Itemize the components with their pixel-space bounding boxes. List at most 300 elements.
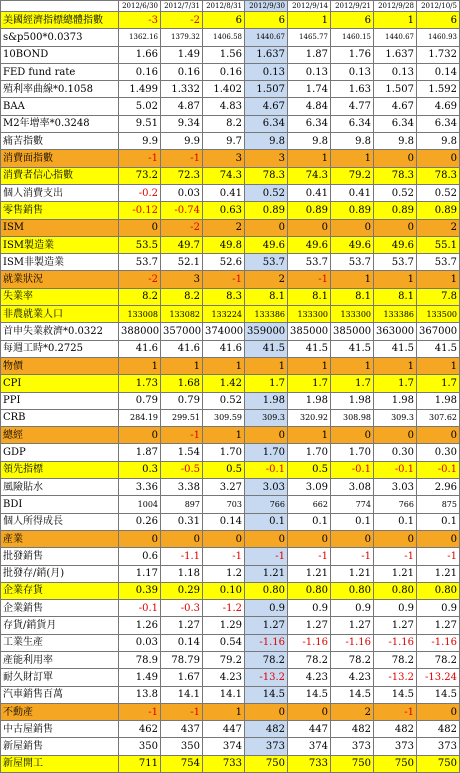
- indicator-label: 中古屋銷售: [1, 721, 119, 738]
- value-cell: -1.16: [374, 634, 417, 651]
- value-cell: 447: [203, 721, 245, 738]
- indicator-row: [1, 755, 460, 772]
- value-cell: 0.29: [161, 582, 203, 599]
- indicator-row: [1, 479, 460, 496]
- indicator-row: [1, 357, 460, 374]
- value-cell: -0.5: [161, 461, 203, 478]
- value-cell: 373: [374, 738, 417, 755]
- value-cell: 1.70: [288, 444, 331, 461]
- indicator-label: 產能利用率: [1, 651, 119, 668]
- indicator-row: [1, 409, 460, 426]
- value-cell: 0: [119, 530, 161, 547]
- value-cell: 41.6: [203, 340, 245, 357]
- value-cell: -0.12: [119, 202, 161, 219]
- indicator-label: 耐久財訂單: [1, 669, 119, 686]
- indicator-row: [1, 565, 460, 582]
- value-cell: 374000: [203, 323, 245, 340]
- value-cell: 1.7: [374, 375, 417, 392]
- value-cell: 357000: [161, 323, 203, 340]
- value-cell: 373: [417, 738, 460, 755]
- value-cell: 0: [417, 150, 460, 167]
- value-cell: 6.34: [288, 115, 331, 132]
- value-cell: 1: [417, 271, 460, 288]
- value-cell: 1.27: [417, 617, 460, 634]
- value-cell: 1440.67: [245, 29, 288, 46]
- value-cell: 41.5: [331, 340, 374, 357]
- value-cell: 41.6: [119, 340, 161, 357]
- value-cell: 2.96: [417, 479, 460, 496]
- value-cell: 0.9: [245, 600, 288, 617]
- indicator-label: 物價: [1, 357, 119, 374]
- value-cell: 1.98: [417, 392, 460, 409]
- value-cell: 367000: [417, 323, 460, 340]
- value-cell: 52.1: [161, 254, 203, 271]
- value-cell: 363000: [374, 323, 417, 340]
- value-cell: 14.5: [374, 686, 417, 703]
- indicator-row: [1, 513, 460, 530]
- value-cell: 4.23: [331, 669, 374, 686]
- indicator-row: [1, 254, 460, 271]
- value-cell: 1: [203, 703, 245, 720]
- value-cell: 1.98: [331, 392, 374, 409]
- value-cell: 0.80: [245, 582, 288, 599]
- value-cell: 1: [331, 357, 374, 374]
- value-cell: -1.2: [203, 600, 245, 617]
- value-cell: 733: [288, 755, 331, 772]
- value-cell: 0.52: [245, 184, 288, 201]
- value-cell: 1465.77: [288, 29, 331, 46]
- indicator-label: 就業狀況: [1, 271, 119, 288]
- value-cell: -1.16: [288, 634, 331, 651]
- value-cell: 6.34: [374, 115, 417, 132]
- value-cell: 482: [245, 721, 288, 738]
- value-cell: 8.1: [331, 288, 374, 305]
- value-cell: 8.2: [203, 115, 245, 132]
- value-cell: 49.8: [203, 236, 245, 253]
- value-cell: 133386: [374, 306, 417, 323]
- value-cell: -3: [119, 12, 161, 29]
- value-cell: 0.52: [374, 184, 417, 201]
- value-cell: 41.5: [288, 340, 331, 357]
- value-cell: 0.89: [417, 202, 460, 219]
- value-cell: 1: [288, 357, 331, 374]
- value-cell: 0: [288, 703, 331, 720]
- value-cell: 1.76: [331, 46, 374, 63]
- indicator-row: [1, 496, 460, 513]
- value-cell: 53.7: [245, 254, 288, 271]
- value-cell: -1: [374, 548, 417, 565]
- value-cell: 350: [161, 738, 203, 755]
- value-cell: -1.16: [331, 634, 374, 651]
- value-cell: 53.7: [288, 254, 331, 271]
- indicator-row: [1, 738, 460, 755]
- indicator-row: [1, 133, 460, 150]
- value-cell: 437: [161, 721, 203, 738]
- value-cell: 0.14: [161, 634, 203, 651]
- indicator-row: [1, 600, 460, 617]
- indicator-label: FED fund rate: [1, 63, 119, 80]
- value-cell: 0.41: [203, 184, 245, 201]
- value-cell: -1.16: [417, 634, 460, 651]
- value-cell: 1.27: [288, 617, 331, 634]
- value-cell: 4.69: [417, 98, 460, 115]
- value-cell: 133300: [288, 306, 331, 323]
- value-cell: 1.18: [161, 565, 203, 582]
- value-cell: 0: [119, 427, 161, 444]
- value-cell: 0: [203, 530, 245, 547]
- value-cell: 1.29: [203, 617, 245, 634]
- value-cell: 2: [203, 219, 245, 236]
- value-cell: 133224: [203, 306, 245, 323]
- value-cell: 52.6: [203, 254, 245, 271]
- value-cell: 1.70: [245, 444, 288, 461]
- value-cell: 1: [288, 427, 331, 444]
- value-cell: 1: [288, 12, 331, 29]
- value-cell: 1.637: [245, 46, 288, 63]
- value-cell: 8.1: [288, 288, 331, 305]
- value-cell: 0.41: [331, 184, 374, 201]
- indicator-label: 每週工時*0.2725: [1, 340, 119, 357]
- value-cell: 0.1: [331, 513, 374, 530]
- value-cell: 0.89: [331, 202, 374, 219]
- value-cell: 0.03: [161, 184, 203, 201]
- indicator-label: 不動產: [1, 703, 119, 720]
- indicator-label: M2年增率*0.3248: [1, 115, 119, 132]
- value-cell: -0.3: [161, 600, 203, 617]
- value-cell: 0: [119, 219, 161, 236]
- value-cell: 1.87: [288, 46, 331, 63]
- indicator-label: ISM非製造業: [1, 254, 119, 271]
- indicator-label: ISM製造業: [1, 236, 119, 253]
- value-cell: 0: [417, 530, 460, 547]
- indicator-row: [1, 219, 460, 236]
- indicator-row: [1, 530, 460, 547]
- value-cell: 1.507: [245, 81, 288, 98]
- indicator-row: [1, 63, 460, 80]
- value-cell: 0.80: [374, 582, 417, 599]
- value-cell: 307.62: [417, 409, 460, 426]
- value-cell: 1460.93: [417, 29, 460, 46]
- value-cell: 9.8: [288, 133, 331, 150]
- value-cell: 8.1: [374, 288, 417, 305]
- value-cell: 41.5: [245, 340, 288, 357]
- value-cell: 0.9: [331, 600, 374, 617]
- value-cell: 1.21: [331, 565, 374, 582]
- value-cell: 6.34: [245, 115, 288, 132]
- value-cell: 49.6: [331, 236, 374, 253]
- value-cell: 3.09: [288, 479, 331, 496]
- value-cell: 53.7: [119, 254, 161, 271]
- indicator-row: [1, 651, 460, 668]
- value-cell: 0: [374, 219, 417, 236]
- indicator-label: 新屋銷售: [1, 738, 119, 755]
- value-cell: 3.08: [331, 479, 374, 496]
- value-cell: -0.1: [245, 461, 288, 478]
- value-cell: 14.1: [161, 686, 203, 703]
- value-cell: 0.79: [119, 392, 161, 409]
- value-cell: 6: [331, 12, 374, 29]
- value-cell: 41.5: [374, 340, 417, 357]
- value-cell: 4.23: [288, 669, 331, 686]
- value-cell: -2: [161, 219, 203, 236]
- indicator-label: 痛苦指數: [1, 133, 119, 150]
- value-cell: 0.52: [203, 392, 245, 409]
- value-cell: 0: [331, 530, 374, 547]
- value-cell: 78.2: [331, 651, 374, 668]
- value-cell: 388000: [119, 323, 161, 340]
- value-cell: 9.34: [161, 115, 203, 132]
- value-cell: 0.10: [203, 582, 245, 599]
- value-cell: 4.84: [288, 98, 331, 115]
- value-cell: 0: [417, 427, 460, 444]
- indicator-row: [1, 392, 460, 409]
- value-cell: 79.2: [331, 167, 374, 184]
- value-cell: 1.7: [417, 375, 460, 392]
- value-cell: 766: [245, 496, 288, 513]
- value-cell: 0.80: [288, 582, 331, 599]
- value-cell: 1.21: [288, 565, 331, 582]
- indicator-label: 新屋開工: [1, 755, 119, 772]
- value-cell: 1.66: [119, 46, 161, 63]
- value-cell: 350: [119, 738, 161, 755]
- value-cell: 1.87: [119, 444, 161, 461]
- value-cell: 1.27: [374, 617, 417, 634]
- value-cell: 2: [331, 703, 374, 720]
- indicator-row: [1, 703, 460, 720]
- value-cell: -1: [417, 548, 460, 565]
- indicator-row: [1, 669, 460, 686]
- indicator-label: 批發銷售: [1, 548, 119, 565]
- value-cell: 1.54: [161, 444, 203, 461]
- value-cell: 1.499: [119, 81, 161, 98]
- value-cell: 1: [417, 357, 460, 374]
- value-cell: 0.80: [331, 582, 374, 599]
- value-cell: 1.63: [331, 81, 374, 98]
- indicator-label: 個人所得成長: [1, 513, 119, 530]
- value-cell: 78.2: [245, 651, 288, 668]
- value-cell: 3.38: [161, 479, 203, 496]
- indicator-label: 批發存/銷(月): [1, 565, 119, 582]
- value-cell: 133300: [331, 306, 374, 323]
- indicator-row: [1, 634, 460, 651]
- value-cell: 1: [203, 357, 245, 374]
- value-cell: 1.592: [417, 81, 460, 98]
- value-cell: 0.26: [119, 513, 161, 530]
- indicator-label: ISM: [1, 219, 119, 236]
- value-cell: 9.8: [374, 133, 417, 150]
- value-cell: 897: [161, 496, 203, 513]
- value-cell: 1: [374, 12, 417, 29]
- indicator-label: CPI: [1, 375, 119, 392]
- value-cell: 1: [331, 150, 374, 167]
- value-cell: -13.2: [245, 669, 288, 686]
- value-cell: 1.98: [374, 392, 417, 409]
- indicator-label: 企業存貨: [1, 582, 119, 599]
- value-cell: 1460.15: [331, 29, 374, 46]
- header-corner-cell: [1, 1, 119, 12]
- value-cell: 1406.58: [203, 29, 245, 46]
- value-cell: 1.7: [331, 375, 374, 392]
- value-cell: 299.51: [161, 409, 203, 426]
- value-cell: 133082: [161, 306, 203, 323]
- value-cell: 8.2: [119, 288, 161, 305]
- indicator-label: 首申失業救濟*0.0322: [1, 323, 119, 340]
- value-cell: 0: [245, 703, 288, 720]
- indicator-label: 風險貼水: [1, 479, 119, 496]
- value-cell: 1.27: [161, 617, 203, 634]
- indicator-row: [1, 306, 460, 323]
- value-cell: 2: [417, 219, 460, 236]
- value-cell: -1: [203, 271, 245, 288]
- value-cell: 78.9: [119, 651, 161, 668]
- value-cell: 0.30: [417, 444, 460, 461]
- value-cell: 309.59: [203, 409, 245, 426]
- value-cell: 0.9: [417, 600, 460, 617]
- value-cell: 733: [203, 755, 245, 772]
- value-cell: 72.3: [161, 167, 203, 184]
- value-cell: 309.3: [245, 409, 288, 426]
- date-header-cell: 2012/9/14: [288, 1, 331, 12]
- value-cell: -1: [288, 548, 331, 565]
- value-cell: 1: [203, 427, 245, 444]
- value-cell: 374: [288, 738, 331, 755]
- value-cell: -1: [288, 271, 331, 288]
- value-cell: 1.56: [203, 46, 245, 63]
- value-cell: 6: [417, 12, 460, 29]
- value-cell: 0.5: [288, 461, 331, 478]
- value-cell: 79.2: [203, 651, 245, 668]
- value-cell: 8.2: [161, 288, 203, 305]
- value-cell: 0.3: [119, 461, 161, 478]
- value-cell: 133386: [245, 306, 288, 323]
- value-cell: 78.3: [374, 167, 417, 184]
- value-cell: -1: [331, 548, 374, 565]
- indicator-row: [1, 323, 460, 340]
- value-cell: 0: [245, 219, 288, 236]
- value-cell: 0.9: [374, 600, 417, 617]
- value-cell: 1: [245, 357, 288, 374]
- value-cell: 9.8: [417, 133, 460, 150]
- value-cell: 133500: [417, 306, 460, 323]
- value-cell: 3: [245, 150, 288, 167]
- value-cell: 1.98: [245, 392, 288, 409]
- value-cell: 0: [161, 530, 203, 547]
- value-cell: 0.1: [417, 513, 460, 530]
- value-cell: 0.1: [245, 513, 288, 530]
- value-cell: 750: [331, 755, 374, 772]
- value-cell: -1: [119, 150, 161, 167]
- value-cell: 308.98: [331, 409, 374, 426]
- value-cell: 1: [331, 271, 374, 288]
- indicator-row: [1, 12, 460, 29]
- indicator-row: [1, 582, 460, 599]
- indicator-label: 零售銷售: [1, 202, 119, 219]
- value-cell: -0.74: [161, 202, 203, 219]
- date-header-cell: 2012/9/21: [331, 1, 374, 12]
- value-cell: 0: [331, 427, 374, 444]
- value-cell: 1379.32: [161, 29, 203, 46]
- value-cell: 374: [203, 738, 245, 755]
- value-cell: 0.1: [374, 513, 417, 530]
- indicator-row: [1, 288, 460, 305]
- value-cell: 78.79: [161, 651, 203, 668]
- value-cell: 3.27: [203, 479, 245, 496]
- value-cell: 3: [161, 271, 203, 288]
- value-cell: 49.6: [288, 236, 331, 253]
- value-cell: 0: [374, 530, 417, 547]
- value-cell: -0.2: [119, 184, 161, 201]
- indicator-row: [1, 150, 460, 167]
- value-cell: 49.7: [161, 236, 203, 253]
- value-cell: 0.31: [161, 513, 203, 530]
- value-cell: 74.3: [203, 167, 245, 184]
- value-cell: 1: [288, 150, 331, 167]
- value-cell: 1.21: [245, 565, 288, 582]
- value-cell: 3.03: [374, 479, 417, 496]
- value-cell: 1004: [119, 496, 161, 513]
- value-cell: 4.83: [203, 98, 245, 115]
- value-cell: 482: [374, 721, 417, 738]
- indicator-row: [1, 202, 460, 219]
- value-cell: 750: [374, 755, 417, 772]
- value-cell: 9.8: [331, 133, 374, 150]
- value-cell: -1: [119, 703, 161, 720]
- indicator-row: [1, 427, 460, 444]
- value-cell: 4.87: [161, 98, 203, 115]
- indicator-row: [1, 98, 460, 115]
- value-cell: -1: [245, 548, 288, 565]
- value-cell: 78.3: [245, 167, 288, 184]
- value-cell: 1.332: [161, 81, 203, 98]
- value-cell: 711: [119, 755, 161, 772]
- value-cell: 9.8: [245, 133, 288, 150]
- value-cell: -13.24: [417, 669, 460, 686]
- value-cell: 0.63: [203, 202, 245, 219]
- value-cell: 284.19: [119, 409, 161, 426]
- value-cell: -1: [161, 427, 203, 444]
- value-cell: 5.02: [119, 98, 161, 115]
- value-cell: 0.80: [417, 582, 460, 599]
- value-cell: 41.5: [417, 340, 460, 357]
- value-cell: 1.732: [417, 46, 460, 63]
- value-cell: -1: [203, 548, 245, 565]
- value-cell: -0.1: [417, 461, 460, 478]
- date-header-cell: 2012/7/31: [161, 1, 203, 12]
- value-cell: 0.5: [203, 461, 245, 478]
- value-cell: 0.6: [119, 548, 161, 565]
- indicator-label: 領先指標: [1, 461, 119, 478]
- indicator-label: BDI: [1, 496, 119, 513]
- value-cell: 1.70: [203, 444, 245, 461]
- indicator-label: 10BOND: [1, 46, 119, 63]
- value-cell: 9.7: [203, 133, 245, 150]
- value-cell: 53.5: [119, 236, 161, 253]
- value-cell: 0: [331, 219, 374, 236]
- indicator-label: PPI: [1, 392, 119, 409]
- value-cell: 1.27: [245, 617, 288, 634]
- indicator-label: 個人消費支出: [1, 184, 119, 201]
- value-cell: 0: [417, 703, 460, 720]
- value-cell: 1362.16: [119, 29, 161, 46]
- value-cell: 13.8: [119, 686, 161, 703]
- value-cell: 0: [288, 219, 331, 236]
- value-cell: 1.98: [288, 392, 331, 409]
- value-cell: 1.73: [119, 375, 161, 392]
- indicator-row: [1, 617, 460, 634]
- value-cell: 0.52: [417, 184, 460, 201]
- value-cell: 73.2: [119, 167, 161, 184]
- indicator-row: [1, 46, 460, 63]
